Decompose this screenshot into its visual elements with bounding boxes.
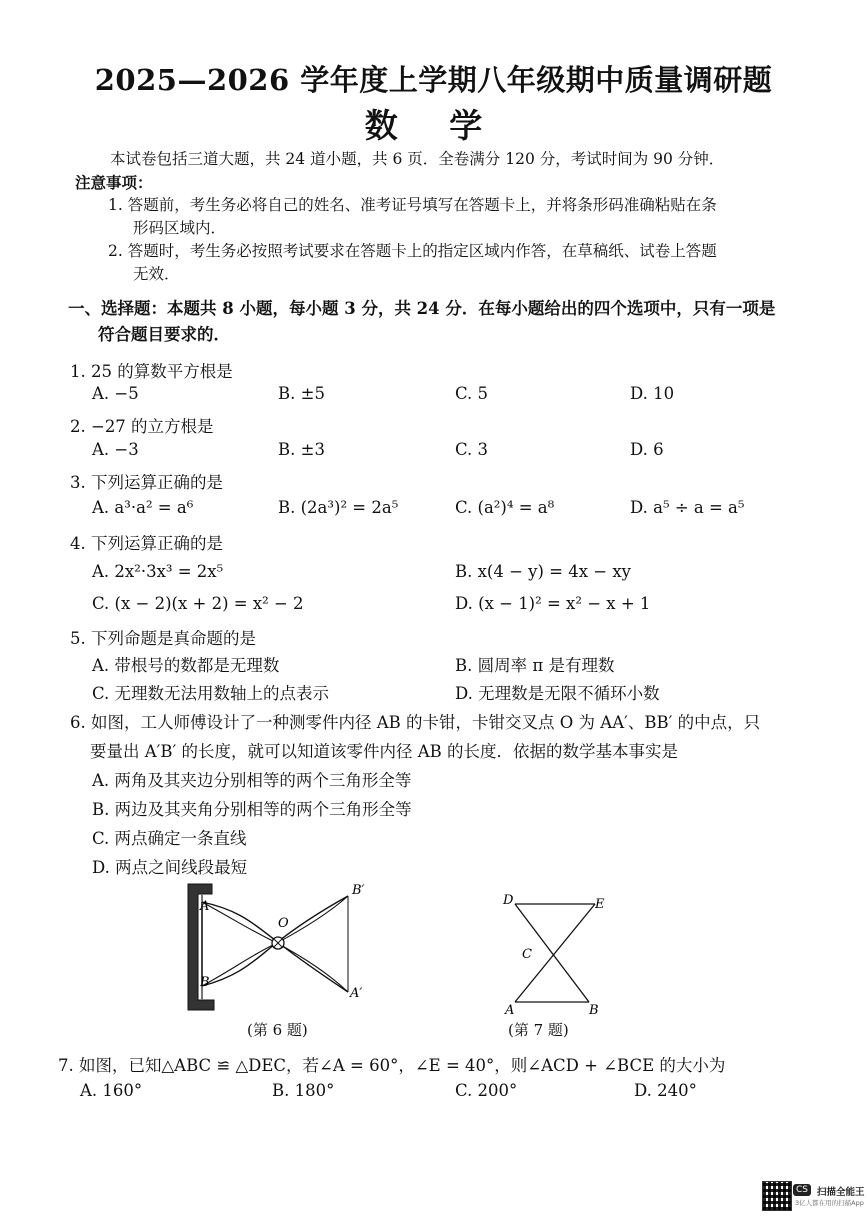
note-1-line-2: 形码区域内．: [133, 219, 227, 237]
q2-stem: 2. −27 的立方根是: [70, 417, 214, 436]
q4-option-d: D. (x − 1)² = x² − x + 1: [455, 594, 651, 613]
fig6-label-b: B: [200, 975, 210, 990]
figure-6-caliper: [180, 880, 380, 1015]
q1-option-d: D. 10: [630, 384, 675, 403]
scanner-app-name: 扫描全能王: [817, 1187, 865, 1198]
figure-7-caption: (第 7 题): [508, 1021, 569, 1039]
section-1-heading-line-1: 一、选择题：本题共 8 小题，每小题 3 分，共 24 分．在每小题给出的四个选项中，只有一项是: [68, 299, 776, 318]
fig6-label-o: O: [278, 916, 289, 931]
scanner-app-tagline: 3亿人都在用的扫描App: [795, 1199, 864, 1207]
note-2-line-2: 无效．: [133, 265, 180, 283]
q7-option-d: D. 240°: [634, 1081, 697, 1100]
subject-title: 数 学: [364, 106, 503, 145]
note-1-line-1: 1. 答题前，考生务必将自己的姓名、准考证号填写在答题卡上，并将条形码准确粘贴在条: [108, 196, 717, 214]
section-1-heading-line-2: 符合题目要求的．: [98, 325, 230, 344]
q7-stem: 7. 如图，已知△ABC ≌ △DEC，若∠A = 60°，∠E = 40°，则∠ACD + ∠BCE 的大小为: [58, 1056, 726, 1075]
q4-option-b: B. x(4 − y) = 4x − xy: [455, 562, 631, 581]
q7-option-c: C. 200°: [455, 1081, 518, 1100]
q7-option-a: A. 160°: [80, 1081, 143, 1100]
q4-option-c: C. (x − 2)(x + 2) = x² − 2: [92, 594, 304, 613]
fig7-label-d: D: [503, 893, 514, 908]
q4-stem: 4. 下列运算正确的是: [70, 534, 223, 553]
q1-option-a: A. −5: [92, 384, 139, 403]
q1-stem: 1. 25 的算数平方根是: [70, 362, 233, 381]
note-2-line-1: 2. 答题时，考生务必按照考试要求在答题卡上的指定区域内作答，在草稿纸、试卷上答题: [108, 242, 717, 260]
notes-heading: 注意事项：: [75, 173, 153, 192]
q3-option-a: A. a³·a² = a⁶: [92, 498, 194, 517]
q2-option-d: D. 6: [630, 440, 664, 459]
q6-option-c: C. 两点确定一条直线: [92, 829, 247, 848]
q2-option-c: C. 3: [455, 440, 489, 459]
scanner-logo-icon: CS: [793, 1184, 811, 1196]
q2-option-a: A. −3: [92, 440, 139, 459]
q6-stem-line-2: 要量出 A′B′ 的长度，就可以知道该零件内径 AB 的长度．依据的数学基本事实是: [90, 742, 679, 761]
q6-option-b: B. 两边及其夹角分别相等的两个三角形全等: [92, 800, 412, 819]
q5-option-d: D. 无理数是无限不循环小数: [455, 684, 660, 703]
q1-option-b: B. ±5: [278, 384, 325, 403]
q2-option-b: B. ±3: [278, 440, 325, 459]
q3-stem: 3. 下列运算正确的是: [70, 473, 223, 492]
q6-option-d: D. 两点之间线段最短: [92, 858, 248, 877]
figure-7-triangles: [495, 888, 615, 1023]
q3-option-d: D. a⁵ ÷ a = a⁵: [630, 498, 745, 517]
fig7-label-a: A: [505, 1003, 515, 1018]
figure-6-caption: (第 6 题): [247, 1021, 308, 1039]
fig7-label-c: C: [522, 947, 532, 962]
fig7-label-e: E: [595, 897, 605, 912]
q5-option-a: A. 带根号的数都是无理数: [92, 656, 280, 675]
q6-option-a: A. 两角及其夹边分别相等的两个三角形全等: [92, 771, 412, 790]
exam-intro: 本试卷包括三道大题，共 24 道小题，共 6 页．全卷满分 120 分，考试时间为 90 分钟．: [110, 150, 725, 168]
q1-option-c: C. 5: [455, 384, 489, 403]
fig7-label-b: B: [589, 1003, 599, 1018]
q4-option-a: A. 2x²·3x³ = 2x⁵: [92, 562, 224, 581]
q3-option-c: C. (a²)⁴ = a⁸: [455, 498, 555, 517]
q5-option-b: B. 圆周率 π 是有理数: [455, 656, 615, 675]
fig6-label-a: A: [200, 899, 210, 914]
fig6-label-a-prime: A′: [350, 986, 363, 1001]
q5-option-c: C. 无理数无法用数轴上的点表示: [92, 684, 330, 703]
q7-option-b: B. 180°: [272, 1081, 335, 1100]
exam-title: 2025—2026 学年度上学期八年级期中质量调研题: [94, 63, 773, 97]
q5-stem: 5. 下列命题是真命题的是: [70, 629, 256, 648]
q6-stem-line-1: 6. 如图，工人师傅设计了一种测零件内径 AB 的卡钳，卡钳交叉点 O 为 AA′、BB′ 的中点，只: [70, 713, 761, 732]
q3-option-b: B. (2a³)² = 2a⁵: [278, 498, 399, 517]
fig6-label-b-prime: B′: [352, 883, 365, 898]
scanner-qr-code: [762, 1181, 792, 1211]
